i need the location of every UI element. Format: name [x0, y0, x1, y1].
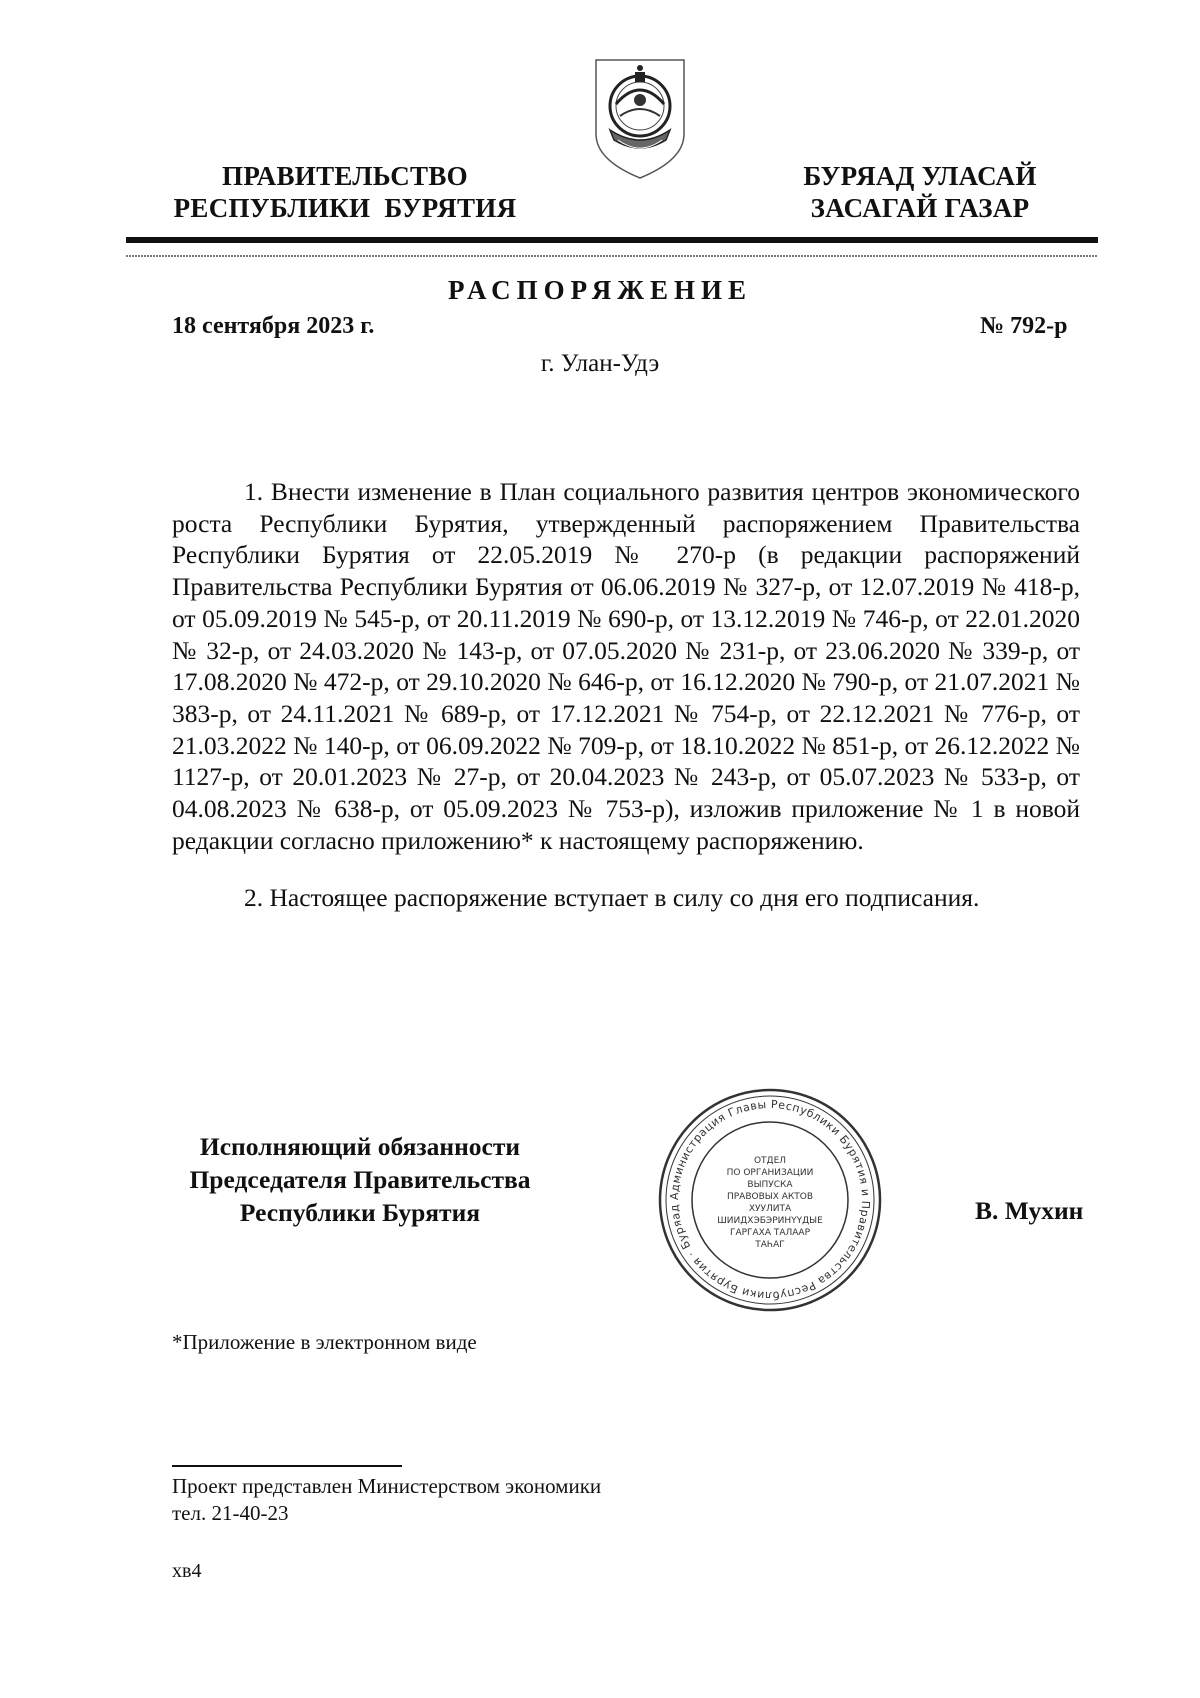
stamp-inner-line-6: ШИИДХЭБЭРИНҮҮДЫЕ: [717, 1216, 823, 1226]
appendix-note: *Приложение в электронном виде: [172, 1330, 477, 1354]
stamp-inner-line-7: ГАРГАХА ТАЛААР: [729, 1228, 811, 1238]
stamp-inner-line-4: ПРАВОВЫХ АКТОВ: [726, 1192, 814, 1202]
stamp-inner-line-8: ТАҺАГ: [755, 1240, 785, 1250]
document-type-title: РАСПОРЯЖЕНИЕ: [447, 275, 753, 305]
document-number: № 792-р: [980, 313, 1068, 339]
document-date: 18 сентября 2023 г.: [172, 313, 375, 339]
document-body: [172, 476, 1080, 914]
official-stamp: [655, 1085, 885, 1315]
signatory-role-line3: Республики Бурятия: [239, 1198, 481, 1227]
header-divider-thick: [126, 237, 1098, 243]
government-name-russian: [150, 160, 540, 224]
stamp-inner-line-1: ОТДЕЛ: [753, 1156, 787, 1166]
body-paragraph-1: 1. Внести изменение в План социального развития центров экономического роста Республики Бурятия, утвержденный распоряжением Правительства Республики Бурятия от 22.05.2019 № 270-р (в редакции распоряжений Правительства Республики Бурятия от 06.06.2019 № 327-р, от 12.07.2019 № 418-р, от 05.09.2019 № 545-р, от 20.11.2019 № 690-р, от 13.12.2019 № 746-р, от 22.01.2020 № 32-р, от 24.03.2020 № 143-р, от 07.05.2020 № 231-р, от 23.06.2020 № 339-р, от 17.08.2020 № 472-р, от 29.10.2020 № 646-р, от 16.12.2020 № 790-р, от 21.07.2021 № 383-р, от 24.11.2021 № 689-р, от 17.12.2021 № 754-р, от 22.12.2021 № 776-р, от 21.03.2022 № 140-р, от 06.09.2022 № 709-р, от 18.10.2022 № 851-р, от 26.12.2022 № 1127-р, от 20.01.2023 № 27-р, от 20.04.2023 № 243-р, от 05.07.2023 № 533-р, от 04.08.2023 № 638-р, от 05.09.2023 № 753-р), изложив приложение № 1 в новой редакции согласно приложению* к настоящему распоряжению.: [172, 477, 1080, 855]
coat-of-arms-icon: [590, 56, 690, 182]
government-name-buryat-line2: ЗАСАГАЙ ГАЗАР: [810, 193, 1030, 223]
government-name-buryat: [755, 160, 1085, 224]
stamp-inner-line-3: ВЫПУСКА: [747, 1180, 793, 1190]
project-footnote: [172, 1473, 601, 1527]
footnote-divider: [172, 1465, 402, 1467]
signatory-role-line2: Председателя Правительства: [189, 1165, 531, 1194]
project-submitted-by: Проект представлен Министерством экономики: [172, 1474, 602, 1498]
stamp-outer-text: Администрация Главы Республики Бурятия и Правительства Республики Бурятия · Буряад: [667, 1097, 873, 1303]
government-name-line2: РЕСПУБЛИКИ БУРЯТИЯ: [173, 193, 517, 223]
government-name-line1: ПРАВИТЕЛЬСТВО: [222, 161, 468, 191]
body-paragraph-2: 2. Настоящее распоряжение вступает в силу со дня его подписания.: [244, 883, 980, 913]
project-phone: тел. 21-40-23: [172, 1501, 289, 1525]
document-code: хв4: [172, 1560, 202, 1582]
signatory-role: [160, 1130, 560, 1229]
header-divider-thin: [126, 255, 1098, 257]
signatory-name: В. Мухин: [975, 1196, 1084, 1225]
document-city: г. Улан-Удэ: [540, 350, 660, 377]
stamp-inner-line-2: ПО ОРГАНИЗАЦИИ: [726, 1168, 814, 1178]
stamp-inner-line-5: ХУУЛИТА: [748, 1204, 792, 1214]
signatory-role-line1: Исполняющий обязанности: [199, 1132, 521, 1161]
government-name-buryat-line1: БУРЯАД УЛАСАЙ: [803, 161, 1037, 191]
